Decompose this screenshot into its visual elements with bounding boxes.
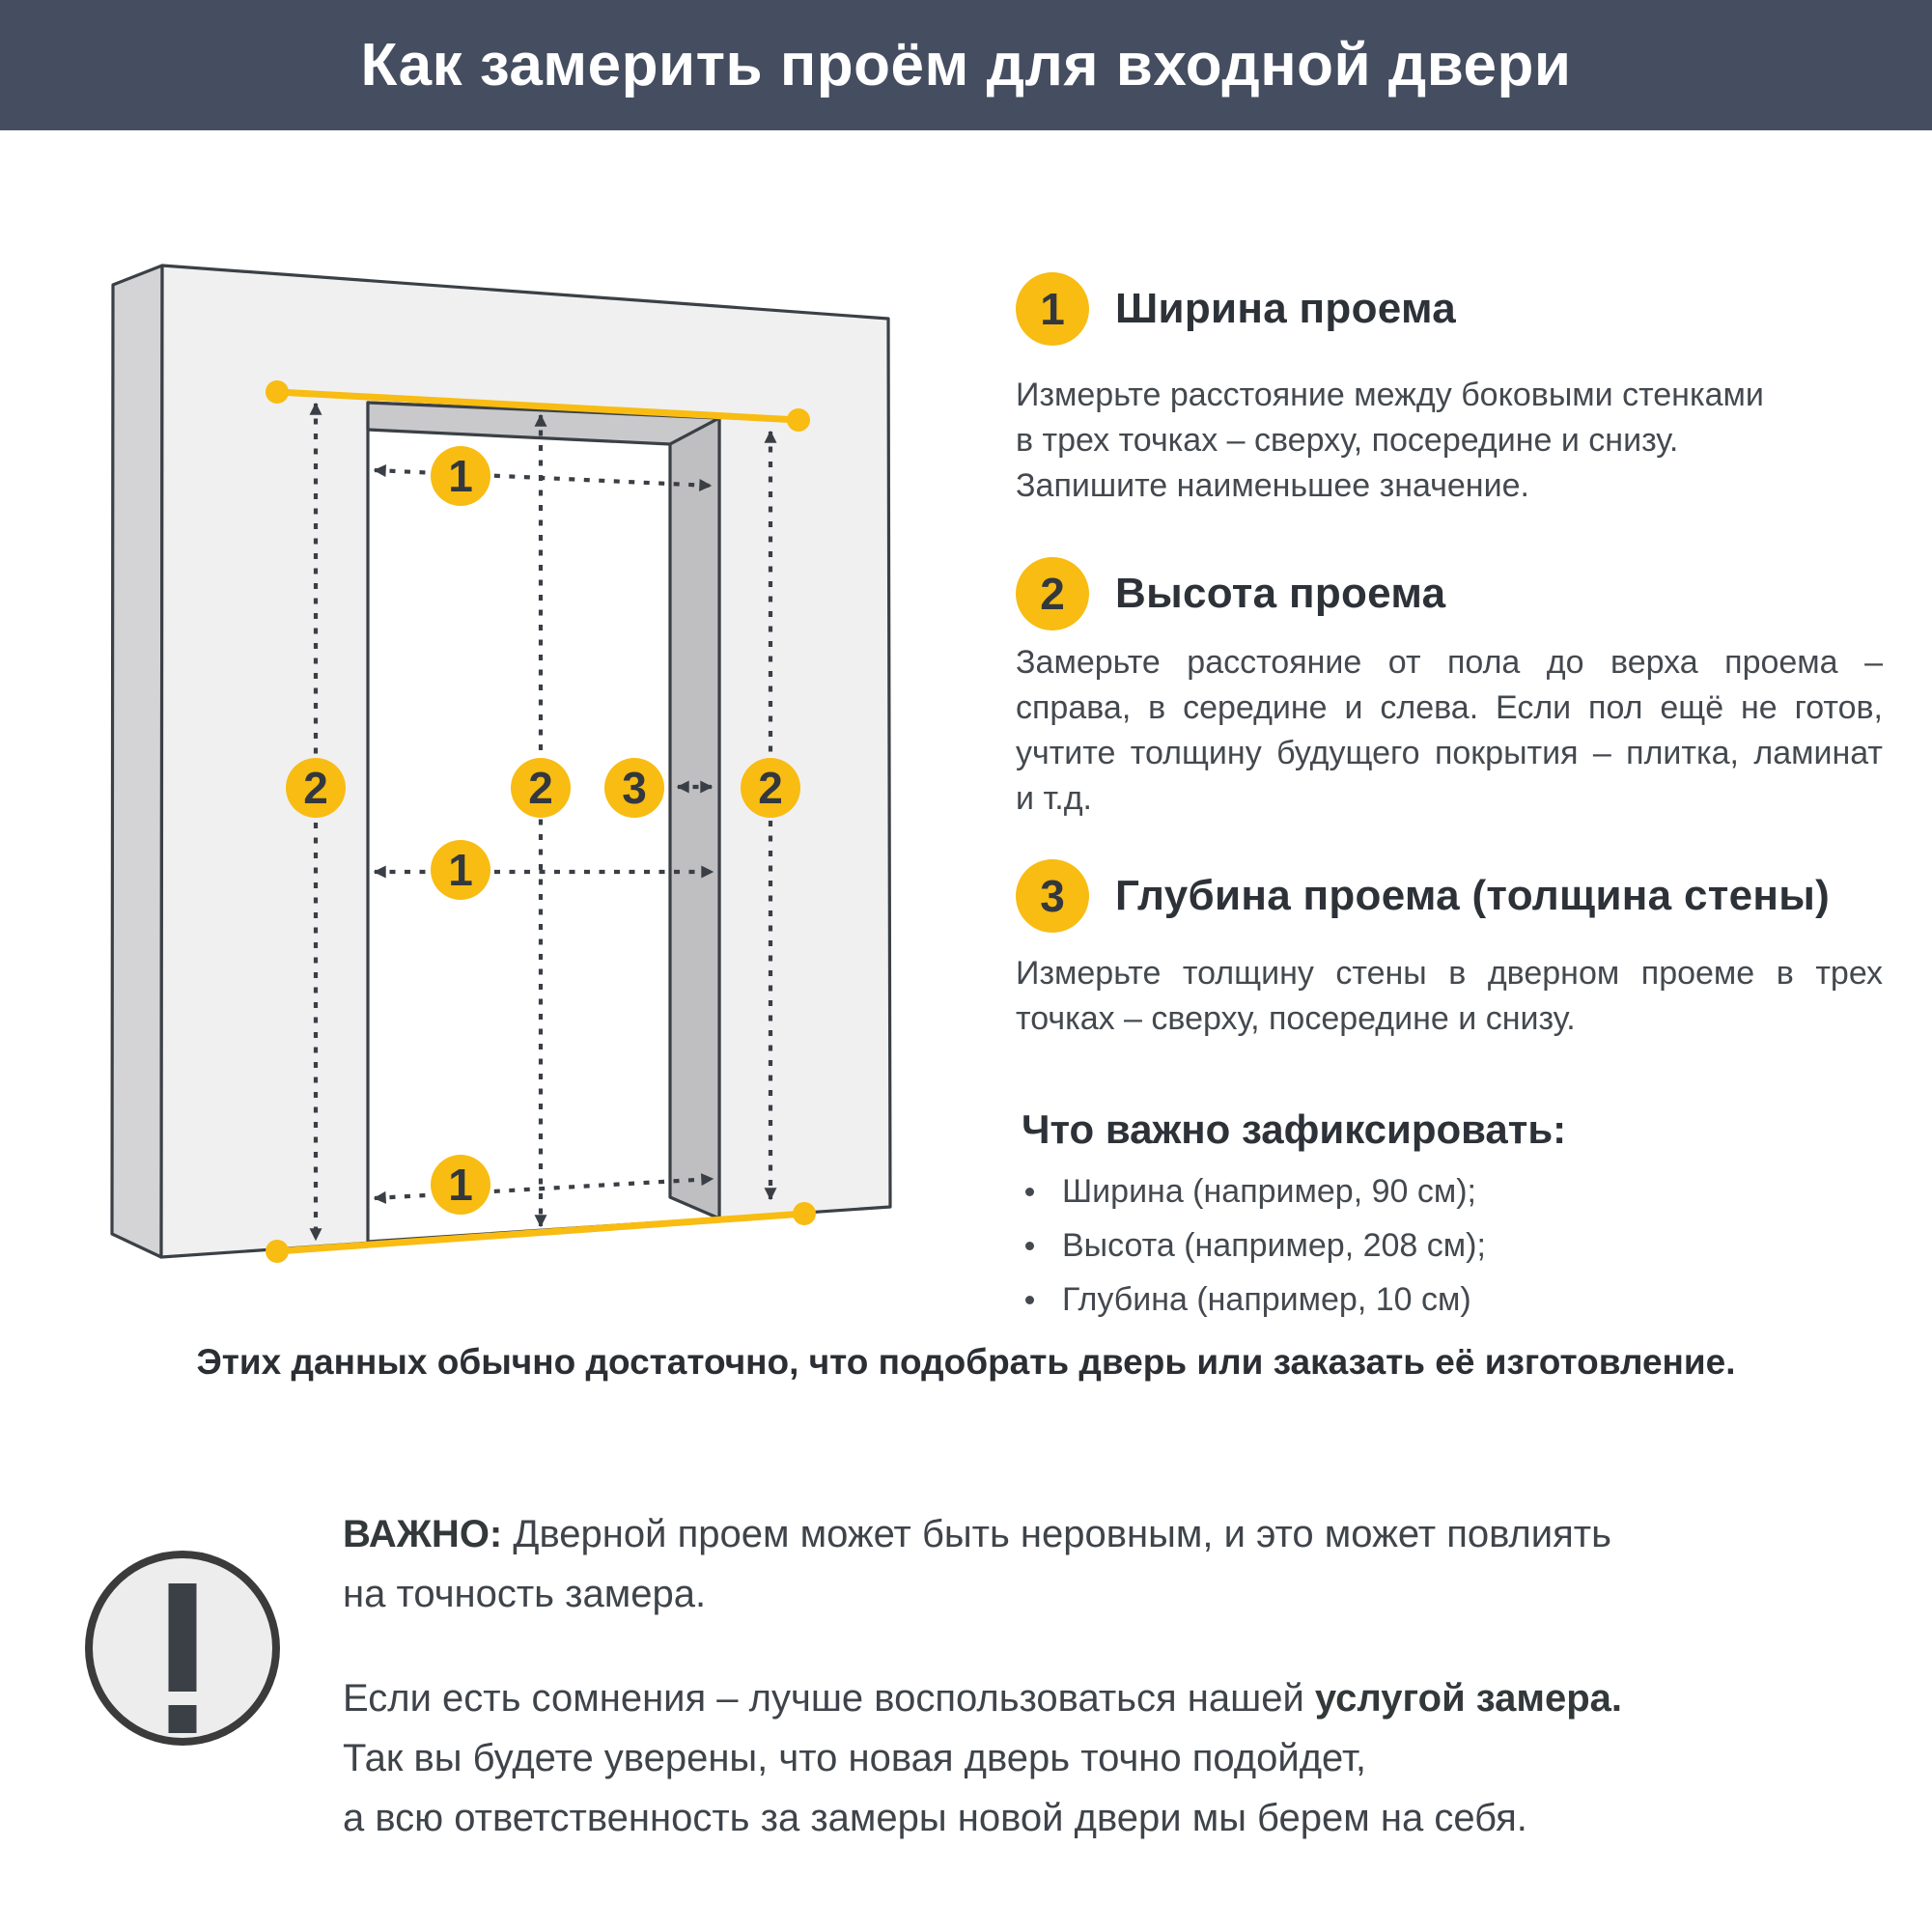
checklist-title: Что важно зафиксировать:: [1022, 1106, 1567, 1152]
text-line: Запишите наименьшее значение.: [1016, 467, 1529, 504]
text-line: и т.д.: [1016, 780, 1092, 817]
text-line: Измерьте толщину стены в дверном проеме в трех: [1016, 955, 1883, 992]
section-depth-title: Глубина проема (толщина стены): [1115, 872, 1831, 919]
section-depth-header: [1016, 859, 1830, 933]
exclamation-bar: [169, 1583, 197, 1692]
exclamation-dot: [169, 1705, 197, 1733]
diagram-badge-height-right: [741, 758, 800, 818]
advice-note: [343, 1668, 1888, 1848]
advice-text: Если есть сомнения – лучше воспользоваться нашей: [343, 1677, 1304, 1720]
width-measure-line-top: [375, 470, 711, 486]
section-height-text: [1016, 640, 1883, 822]
section-width-title: Ширина проема: [1115, 285, 1457, 332]
bottom-level-dot-right: [793, 1202, 816, 1225]
section-height-header: [1016, 557, 1445, 630]
svg-text:2: 2: [303, 763, 328, 813]
door-opening-diagram: [0, 0, 975, 1400]
opening-jamb-face: [670, 418, 719, 1218]
checklist-item-text: Ширина (например, 90 см);: [1062, 1172, 1477, 1210]
diagram-badge-width-middle: [431, 840, 490, 900]
width-measure-line-bottom: [375, 1179, 713, 1198]
section-height-title: Высота проема: [1115, 570, 1446, 617]
checklist: [1023, 1164, 1883, 1327]
top-level-dot-right: [787, 408, 810, 432]
section-width-text: [1016, 373, 1883, 509]
bullet-icon: [1025, 1296, 1034, 1304]
checklist-item-text: Высота (например, 208 см);: [1062, 1226, 1486, 1264]
diagram-badge-depth: [604, 758, 664, 818]
summary-statement: Этих данных обычно достаточно, что подобрать дверь или заказать её изготовление.: [196, 1342, 1736, 1382]
advice-line: [343, 1668, 1888, 1728]
page-title: Как замерить проём для входной двери: [360, 32, 1572, 98]
important-line: [343, 1504, 1888, 1564]
diagram-badge-height-left: [286, 758, 346, 818]
advice-line: Так вы будете уверены, что новая дверь точно подойдет,: [343, 1737, 1366, 1779]
text-line: Измерьте расстояние между боковыми стенками: [1016, 377, 1764, 413]
bullet-icon: [1025, 1188, 1034, 1196]
exclamation-icon: [85, 1551, 280, 1746]
advice-bold-text: услугой замера.: [1314, 1677, 1623, 1720]
important-line: на точность замера.: [343, 1573, 707, 1615]
checklist-item: [1023, 1218, 1883, 1273]
section-width-badge: 1: [1016, 272, 1089, 346]
checklist-item: [1023, 1273, 1883, 1327]
advice-line: а всю ответственность за замеры новой двери мы берем на себя.: [343, 1797, 1527, 1839]
section-depth-badge: 3: [1016, 859, 1089, 933]
text-line: учтите толщину будущего покрытия – плитка, ламинат: [1016, 735, 1883, 771]
section-depth-text: [1016, 951, 1883, 1042]
text-line: в трех точках – сверху, посередине и снизу.: [1016, 422, 1679, 459]
important-label: ВАЖНО:: [343, 1513, 503, 1555]
section-height-badge: 2: [1016, 557, 1089, 630]
svg-text:3: 3: [622, 763, 647, 813]
checklist-item-text: Глубина (например, 10 см): [1062, 1280, 1471, 1318]
svg-text:1: 1: [448, 1160, 473, 1210]
text-line: точках – сверху, посередине и снизу.: [1016, 1000, 1576, 1037]
important-text: Дверной проем может быть неровным, и это может повлиять: [513, 1513, 1611, 1555]
svg-text:1: 1: [448, 451, 473, 501]
text-line: Замерьте расстояние от пола до верха проема –: [1016, 644, 1883, 681]
svg-text:2: 2: [528, 763, 553, 813]
svg-text:2: 2: [758, 763, 783, 813]
svg-text:1: 1: [448, 845, 473, 895]
wall-side-face: [112, 266, 162, 1257]
important-note: [343, 1504, 1888, 1624]
text-line: справа, в середине и слева. Если пол ещё не готов,: [1016, 689, 1883, 726]
diagram-badge-height-middle: [511, 758, 571, 818]
diagram-badge-width-bottom: [431, 1155, 490, 1215]
diagram-badge-width-top: [431, 446, 490, 506]
section-width-header: [1016, 272, 1456, 346]
checklist-item: [1023, 1164, 1883, 1218]
top-level-dot-left: [266, 380, 289, 404]
bottom-level-dot-left: [266, 1240, 289, 1263]
bullet-icon: [1025, 1242, 1034, 1250]
